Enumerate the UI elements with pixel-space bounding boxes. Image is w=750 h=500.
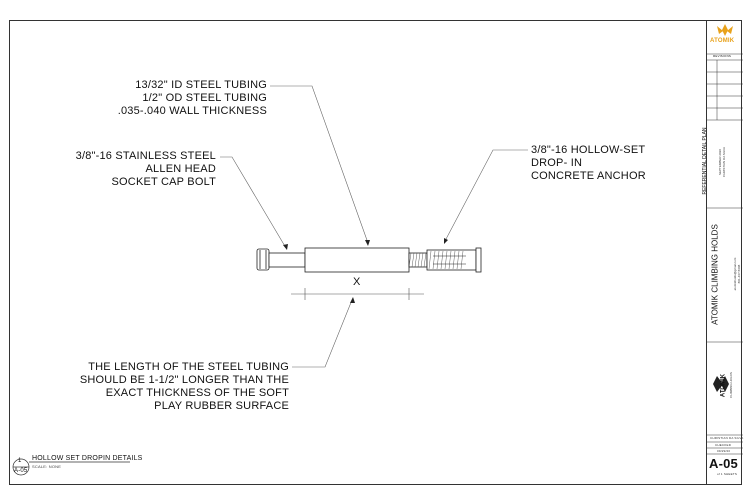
- bolt-callout: [76, 150, 216, 189]
- anchor-callout-line-3: CONCRETE ANCHOR: [531, 170, 646, 182]
- title-block-logo-text: ATOMIK: [710, 38, 735, 44]
- revisions-label: REVISIONS: [713, 54, 732, 58]
- tubing-length-note: [80, 361, 289, 413]
- title-block: [702, 20, 744, 485]
- detail-scale: SCALE: NONE: [32, 464, 62, 469]
- drop-in-anchor: [427, 250, 476, 270]
- drawing-author: CHRISTIAN DA SILVA: [722, 147, 726, 177]
- tubing-leader: [270, 86, 368, 243]
- bolt-callout-line-3: SOCKET CAP BOLT: [111, 176, 216, 188]
- anchor-lip: [476, 248, 481, 272]
- note-line-4: PLAY RUBBER SURFACE: [154, 400, 289, 412]
- drawing-title: REFERENTIAL DETAIL PLAN: [702, 127, 708, 195]
- note-line-2: SHOULD BE 1-1/2" LONGER THAN THE: [79, 374, 289, 386]
- anchor-callout: [531, 144, 646, 183]
- note-line-3: EXACT THICKNESS OF THE SOFT: [105, 387, 289, 399]
- sheet-date: 09/29/20: [717, 449, 731, 453]
- company-name: ATOMIK CLIMBING HOLDS: [710, 224, 720, 325]
- designer-name: CHRISTIAN DA SILVA: [710, 436, 744, 440]
- anchor-callout-line-1: 3/8"-16 HOLLOW-SET: [531, 144, 646, 156]
- brand-tagline: CLIMBING HOLDS: [729, 372, 733, 398]
- tubing-arrow: [365, 240, 370, 246]
- bolt-callout-line-2: ALLEN HEAD: [145, 163, 216, 175]
- tubing-callout-line-2: 1/2" OD STEEL TUBING: [142, 92, 267, 104]
- anchor-callout-line-2: DROP- IN: [531, 157, 583, 169]
- drawing-date: SEPTEMBER 2020: [718, 149, 722, 176]
- brand-logo-text: ATOMIK: [720, 373, 727, 398]
- note-leader: [292, 300, 352, 367]
- sheet-count: of 1 SHEETS: [717, 472, 738, 476]
- tubing-callout-line-1: 13/32" ID STEEL TUBING: [135, 79, 267, 91]
- detail-title: HOLLOW SET DROPIN DETAILS: [32, 455, 143, 462]
- detail-number: 1: [18, 458, 22, 464]
- dimension-x-label: X: [353, 276, 361, 288]
- logo-mark-small: [717, 24, 733, 36]
- note-arrow: [350, 297, 355, 303]
- note-line-1: THE LENGTH OF THE STEEL TUBING: [88, 361, 289, 373]
- company-email: atomikholds@gmail.com: [733, 257, 737, 291]
- bolt-shank: [269, 253, 305, 267]
- checked-label: CHECKED: [715, 443, 732, 447]
- company-phone: 801-467-5608: [737, 264, 741, 284]
- bolt-arrow: [283, 244, 288, 250]
- detail-sheet-ref: A-05: [14, 468, 28, 474]
- bolt-leader: [220, 157, 286, 248]
- tubing-callout-line-3: .035-.040 WALL THICKNESS: [117, 105, 267, 117]
- bolt-callout-line-1: 3/8"-16 STAINLESS STEEL: [75, 150, 216, 162]
- bolt-head: [257, 249, 269, 270]
- sheet-number: A-05: [709, 456, 738, 471]
- steel-tubing: [305, 248, 409, 272]
- anchor-leader: [445, 150, 528, 241]
- tubing-callout: [118, 79, 267, 118]
